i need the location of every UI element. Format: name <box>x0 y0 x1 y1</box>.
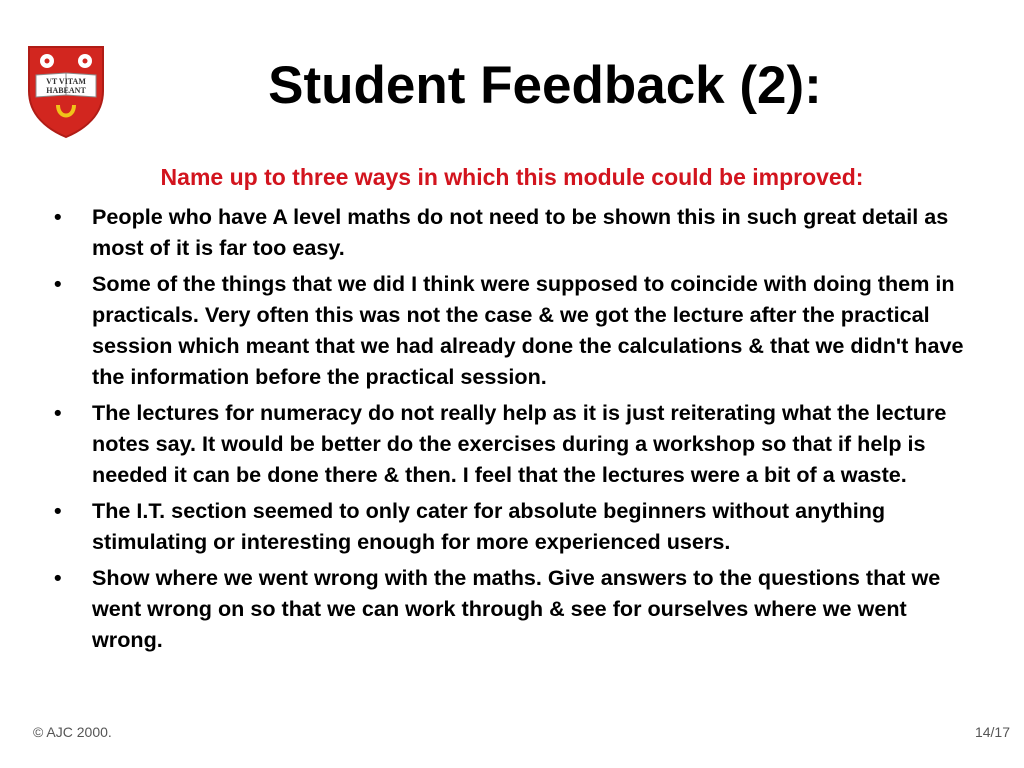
bullet-icon: • <box>54 271 62 296</box>
slide-page-number: 14/17 <box>974 724 1010 740</box>
list-item <box>47 495 977 557</box>
list-item <box>47 397 977 490</box>
bullet-icon: • <box>54 204 62 229</box>
list-item-text: The I.T. section seemed to only cater for absolute beginners without anything stimulating or interesting enough for more experienced users. <box>92 498 886 554</box>
list-item-text: Show where we went wrong with the maths. Give answers to the questions that we went wrong on so that we can work through & see for ourselves where we went wrong. <box>92 565 941 652</box>
slide-title: Student Feedback (2): <box>268 56 822 115</box>
footer-copyright: © AJC 2000. <box>33 724 112 740</box>
list-item-text: People who have A level maths do not need to be shown this in such great detail as most of it is far too easy. <box>92 204 949 260</box>
list-item <box>47 201 977 263</box>
bullet-icon: • <box>54 400 62 425</box>
crest-motto-line1: VT VITAM <box>46 77 86 86</box>
bullet-icon: • <box>54 565 62 590</box>
slide-subtitle: Name up to three ways in which this module could be improved: <box>160 164 864 190</box>
bullet-icon: • <box>54 498 62 523</box>
crest-motto-line2: HABEANT <box>46 86 86 95</box>
list-item <box>47 268 977 392</box>
feedback-list <box>47 201 977 660</box>
list-item-text: Some of the things that we did I think were supposed to coincide with doing them in practicals. Very often this was not the case & we got the lecture after the practical session which meant that we had already done the calculations & that we didn't have the information before the practical session. <box>92 271 964 389</box>
list-item <box>47 562 977 655</box>
list-item-text: The lectures for numeracy do not really help as it is just reiterating what the lecture notes say. It would be better do the exercises during a workshop so that if help is needed it can be done there & then. I feel that the lectures were a bit of a waste. <box>92 400 947 487</box>
